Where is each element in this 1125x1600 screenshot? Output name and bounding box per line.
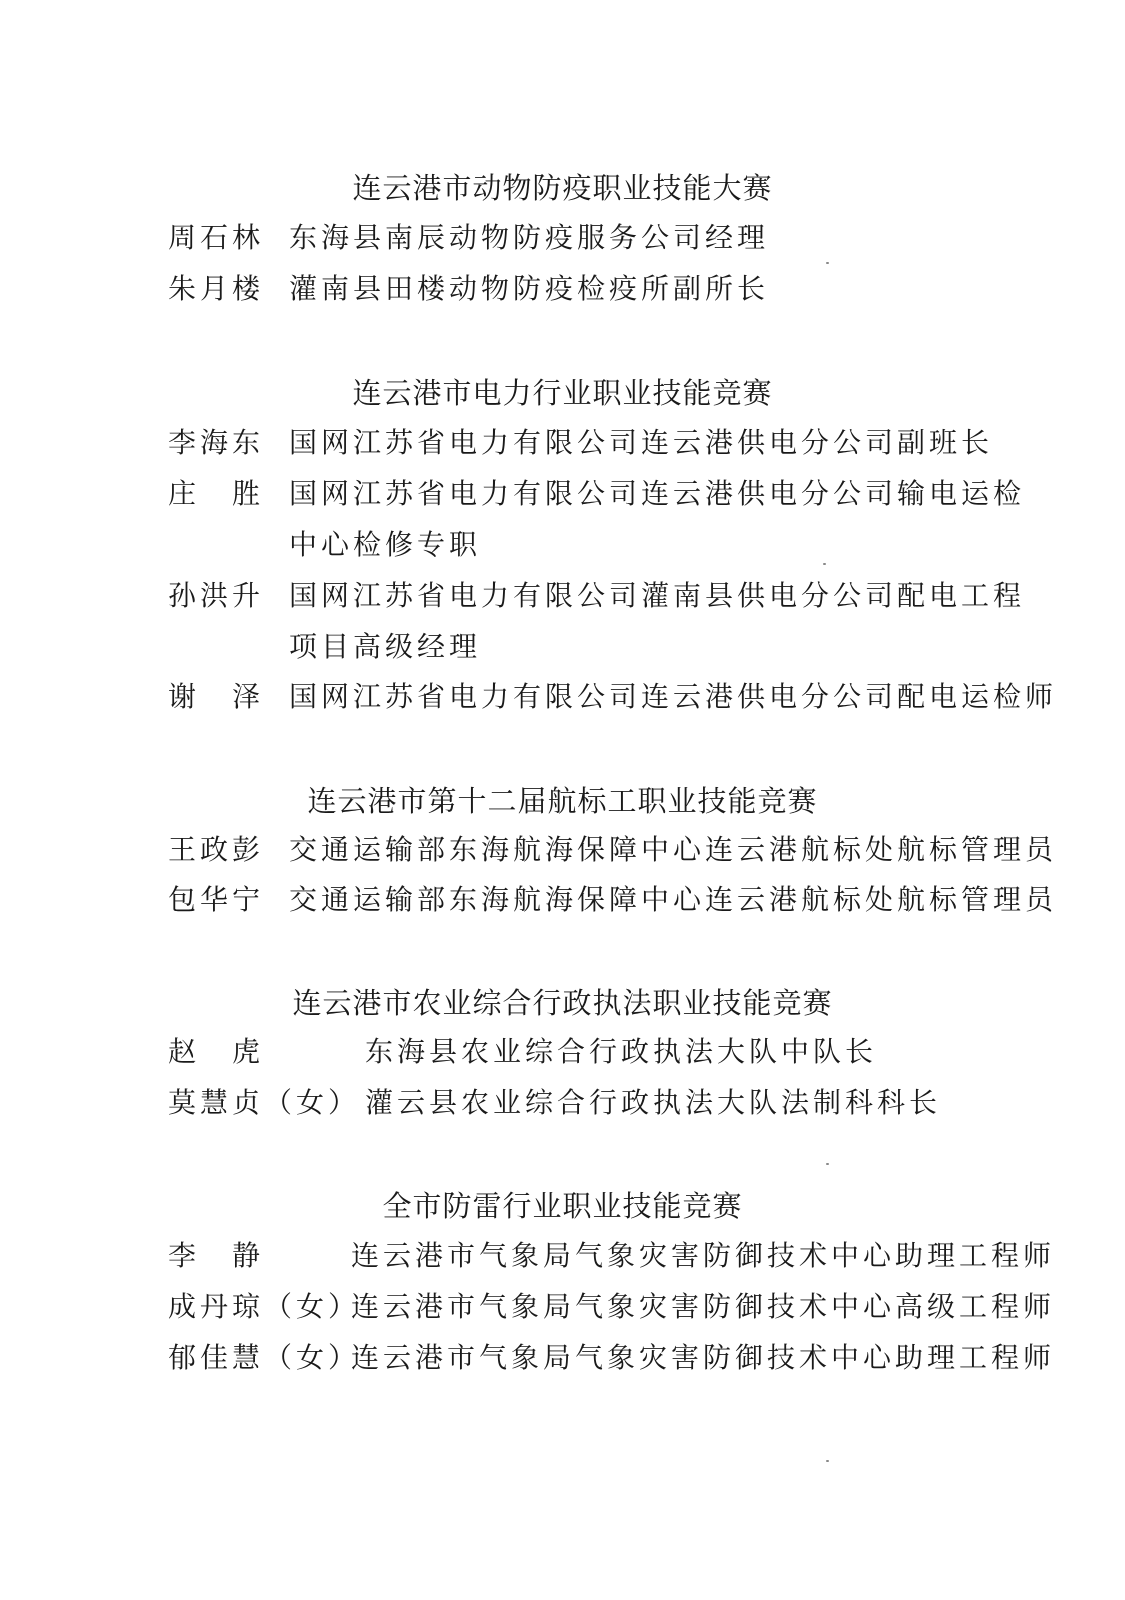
person-name: 莫慧贞（女） xyxy=(168,1086,361,1119)
scan-speck xyxy=(826,1163,829,1165)
person-position: 东海县南辰动物防疫服务公司经理 xyxy=(289,221,770,254)
person-name: 李 静 xyxy=(168,1239,265,1272)
person-position: 灌云县农业综合行政执法大队法制科科长 xyxy=(365,1086,942,1119)
scan-speck xyxy=(826,262,829,264)
section-title: 连云港市电力行业职业技能竞赛 xyxy=(352,376,773,410)
person-name: 谢 泽 xyxy=(168,680,265,713)
person-name: 包华宁 xyxy=(168,883,265,916)
person-name: 庄 胜 xyxy=(168,477,265,510)
person-position: 连云港市气象局气象灾害防御技术中心高级工程师 xyxy=(351,1290,1056,1323)
person-name: 周石林 xyxy=(168,221,265,254)
person-name: 朱月楼 xyxy=(168,272,265,305)
section-title: 连云港市农业综合行政执法职业技能竞赛 xyxy=(292,986,833,1020)
person-position: 交通运输部东海航海保障中心连云港航标处航标管理员 xyxy=(289,833,1058,866)
person-position: 国网江苏省电力有限公司灌南县供电分公司配电工程 xyxy=(289,579,1026,612)
person-position: 灌南县田楼动物防疫检疫所副所长 xyxy=(289,272,770,305)
scan-speck xyxy=(826,1460,829,1462)
person-position: 东海县农业综合行政执法大队中队长 xyxy=(365,1035,878,1068)
person-position: 国网江苏省电力有限公司连云港供电分公司配电运检师 xyxy=(289,680,1058,713)
scan-speck xyxy=(823,563,826,565)
person-position: 交通运输部东海航海保障中心连云港航标处航标管理员 xyxy=(289,883,1058,916)
section-title: 连云港市第十二届航标工职业技能竞赛 xyxy=(307,784,818,818)
person-position: 国网江苏省电力有限公司连云港供电分公司输电运检 xyxy=(289,477,1026,510)
person-position: 连云港市气象局气象灾害防御技术中心助理工程师 xyxy=(351,1239,1056,1272)
person-name: 李海东 xyxy=(168,426,265,459)
person-position: 中心检修专职 xyxy=(289,528,482,561)
person-name: 赵 虎 xyxy=(168,1035,265,1068)
section-title: 连云港市动物防疫职业技能大赛 xyxy=(352,171,773,205)
person-name: 成丹琼（女） xyxy=(168,1290,361,1323)
person-position: 国网江苏省电力有限公司连云港供电分公司副班长 xyxy=(289,426,994,459)
person-name: 郁佳慧（女） xyxy=(168,1341,361,1374)
section-title: 全市防雷行业职业技能竞赛 xyxy=(382,1189,743,1223)
person-position: 连云港市气象局气象灾害防御技术中心助理工程师 xyxy=(351,1341,1056,1374)
person-name: 王政彭 xyxy=(168,833,265,866)
person-position: 项目高级经理 xyxy=(289,630,482,663)
person-name: 孙洪升 xyxy=(168,579,265,612)
